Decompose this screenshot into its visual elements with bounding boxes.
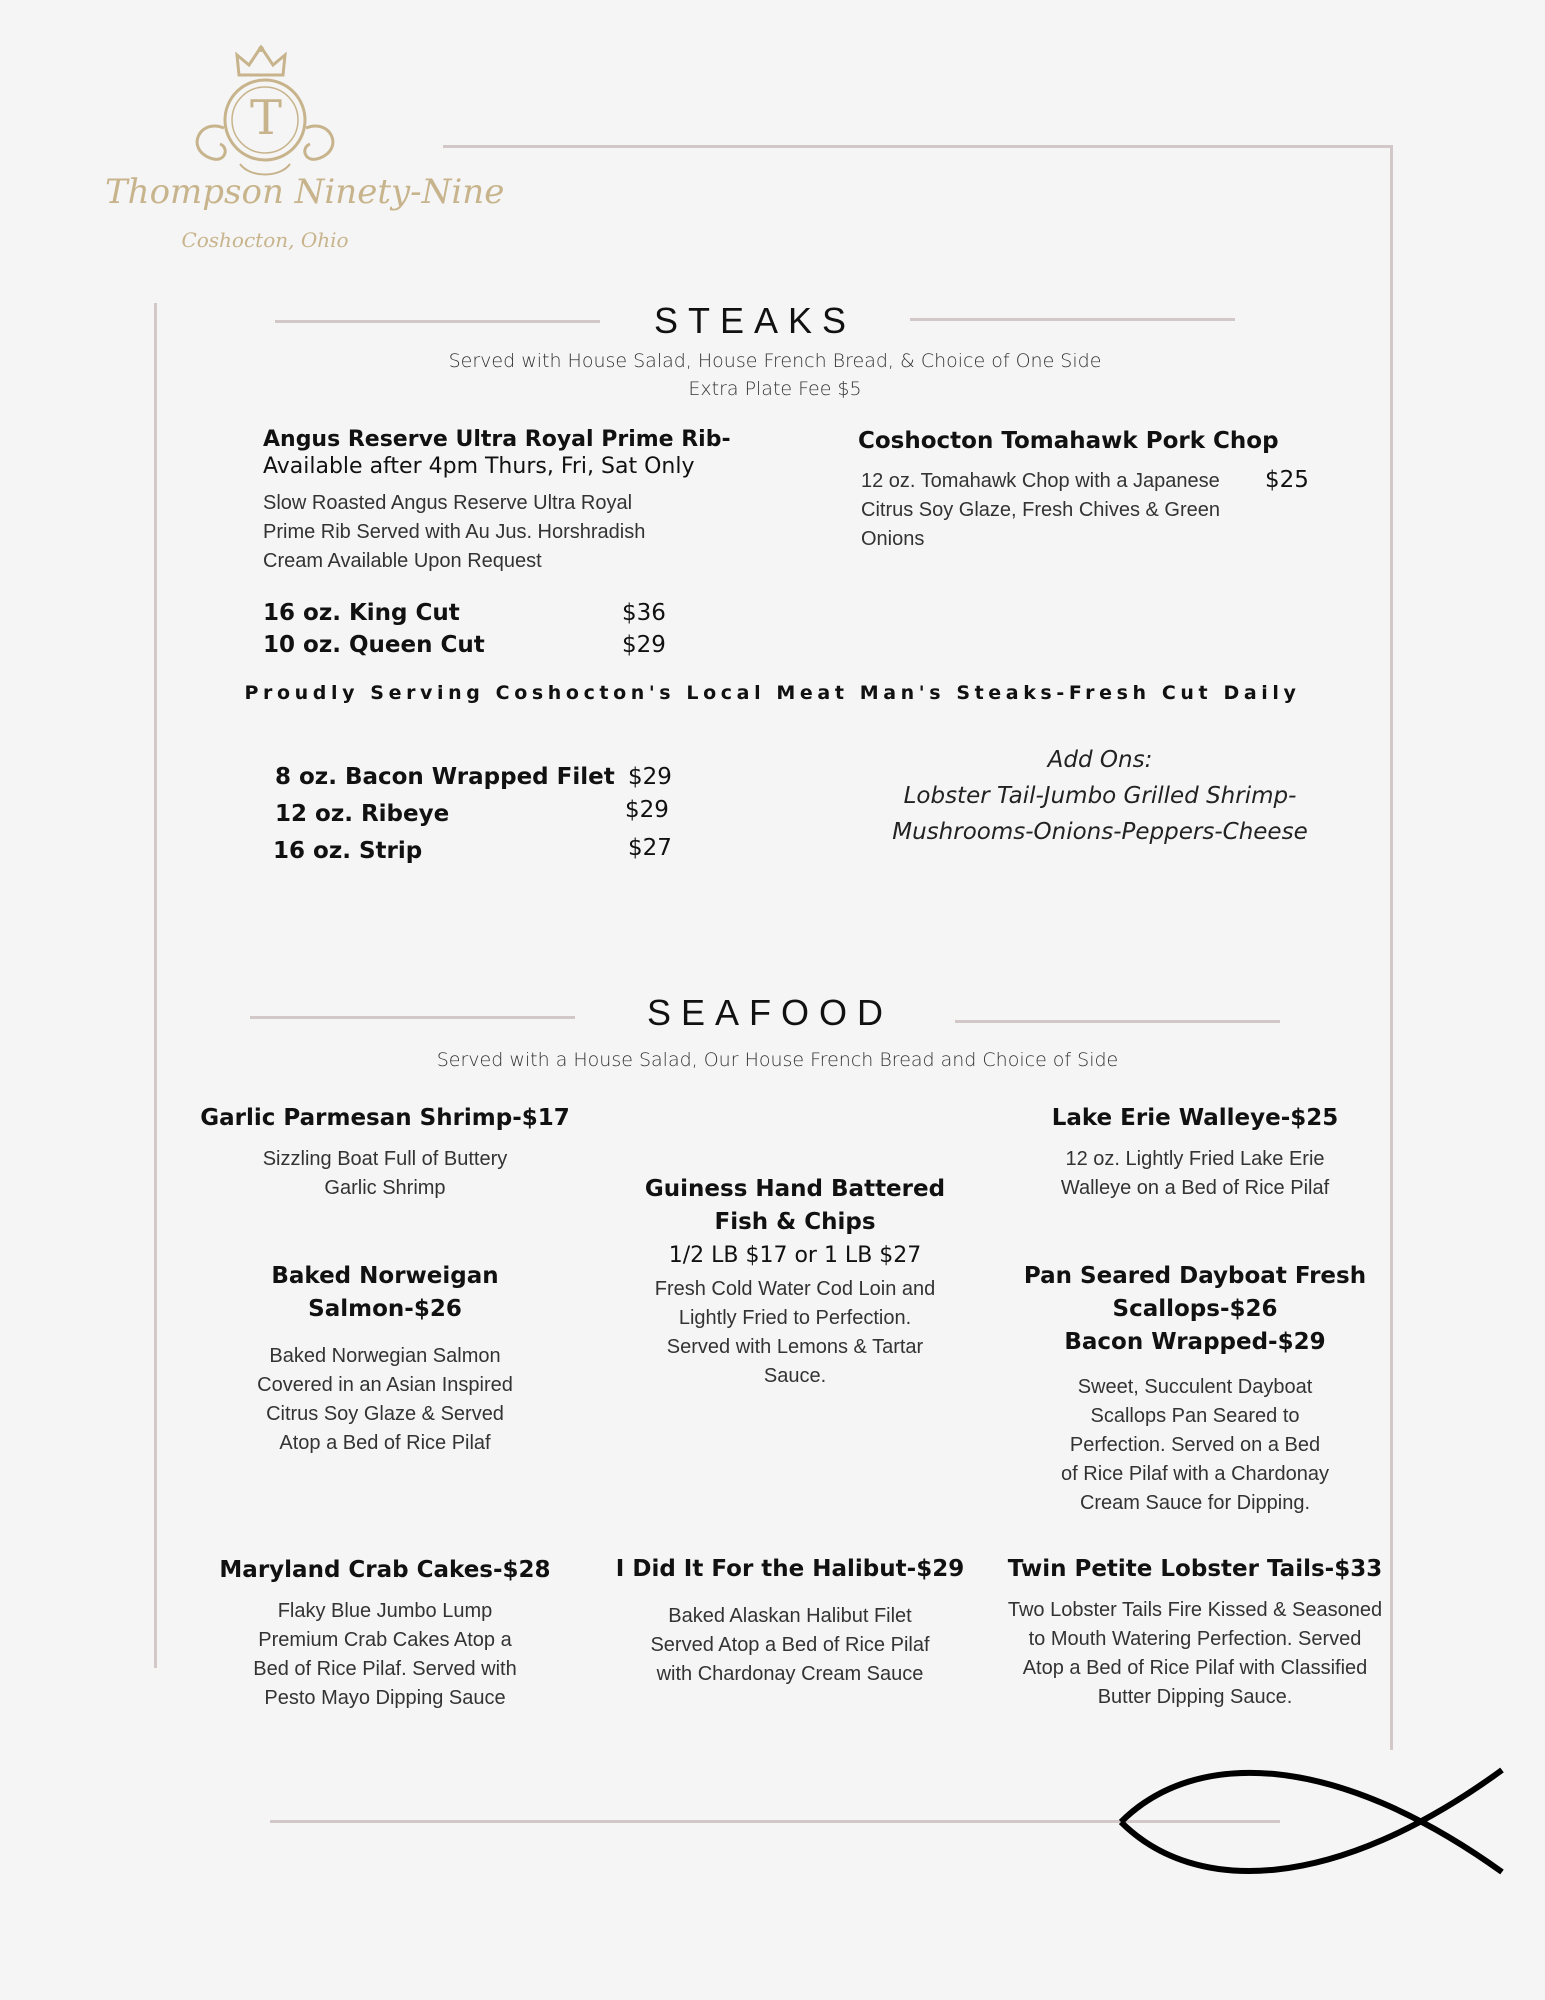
desc-line: Cream Available Upon Request: [263, 550, 542, 572]
crown-icon: [235, 45, 287, 79]
item-title: Garlic Parmesan Shrimp-$17: [200, 1105, 570, 1131]
seafood-item-crab-cakes: [190, 1557, 580, 1713]
seafood-item-fish-chips: [610, 1173, 980, 1391]
desc-line: Lightly Fried to Perfection.: [678, 1307, 912, 1329]
queen-cut-name: 10 oz. Queen Cut: [263, 632, 485, 658]
desc-line: Citrus Soy Glaze, Fresh Chives & Green: [861, 499, 1221, 521]
desc-line: Premium Crab Cakes Atop a: [258, 1629, 512, 1651]
addons: [840, 742, 1360, 850]
desc-line: Sizzling Boat Full of Buttery: [262, 1148, 508, 1170]
item-title: Twin Petite Lobster Tails-$33: [1007, 1556, 1383, 1582]
desc-line: Slow Roasted Angus Reserve Ultra Royal: [263, 492, 633, 514]
desc-line: Onions: [861, 528, 925, 550]
desc-line: Sauce.: [763, 1365, 827, 1387]
fish-icon: [1115, 1760, 1505, 1885]
cut-strip-price: $27: [628, 835, 672, 861]
desc-line: Baked Norwegian Salmon: [269, 1345, 501, 1367]
item-desc: [200, 1342, 570, 1458]
desc-line: Sweet, Succulent Dayboat: [1077, 1376, 1313, 1398]
prime-rib-desc: [263, 489, 733, 576]
desc-line: Bed of Rice Pilaf. Served with: [253, 1658, 517, 1680]
seafood-item-halibut: [595, 1556, 985, 1689]
addons-line: Lobster Tail-Jumbo Grilled Shrimp-: [903, 783, 1297, 809]
item-desc: [1010, 1145, 1380, 1203]
seafood-right-rule: [955, 1020, 1280, 1023]
desc-line: with Chardonay Cream Sauce: [656, 1663, 924, 1685]
steaks-left-rule: [275, 320, 600, 323]
desc-line: Fresh Cold Water Cod Loin and: [654, 1278, 936, 1300]
item-desc: [1000, 1373, 1390, 1518]
logo: [100, 40, 505, 260]
king-cut-name: 16 oz. King Cut: [263, 600, 460, 626]
desc-line: Two Lobster Tails Fire Kissed & Seasoned: [1007, 1599, 1383, 1621]
steaks-title: STEAKS: [653, 300, 857, 341]
frame-left-rule: [154, 303, 157, 1668]
desc-line: Covered in an Asian Inspired: [257, 1374, 513, 1396]
desc-line: Walleye on a Bed of Rice Pilaf: [1060, 1177, 1330, 1199]
desc-line: Perfection. Served on a Bed: [1069, 1434, 1321, 1456]
desc-line: 12 oz. Lightly Fried Lake Erie: [1065, 1148, 1325, 1170]
item-desc: [610, 1275, 980, 1391]
desc-line: Pesto Mayo Dipping Sauce: [264, 1687, 506, 1709]
seafood-item-scallops: [1000, 1260, 1390, 1518]
steaks-extra-fee: Extra Plate Fee $5: [688, 378, 862, 400]
seafood-title: SEAFOOD: [646, 992, 894, 1033]
seafood-item-walleye: [1010, 1105, 1380, 1203]
item-desc: [985, 1596, 1405, 1712]
desc-line: Cream Sauce for Dipping.: [1079, 1492, 1311, 1514]
prime-rib-availability: Available after 4pm Thurs, Fri, Sat Only: [263, 454, 695, 479]
pork-chop-name: Coshocton Tomahawk Pork Chop: [858, 428, 1279, 454]
seafood-subtitle: Served with a House Salad, Our House French Bread and Choice of Side: [436, 1049, 1119, 1071]
seafood-item-lobster-tails: [985, 1556, 1405, 1712]
desc-line: Citrus Soy Glaze & Served: [266, 1403, 504, 1425]
item-desc: [175, 1145, 595, 1203]
addons-line: Mushrooms-Onions-Peppers-Cheese: [892, 819, 1308, 845]
desc-line: of Rice Pilaf with a Chardonay: [1061, 1463, 1329, 1485]
addons-heading: Add Ons:: [1047, 747, 1153, 773]
desc-line: Baked Alaskan Halibut Filet: [668, 1605, 912, 1627]
desc-line: Garlic Shrimp: [324, 1177, 446, 1199]
desc-line: Scallops Pan Seared to: [1090, 1405, 1300, 1427]
seafood-item-shrimp: [175, 1105, 595, 1203]
steaks-right-rule: [910, 318, 1235, 321]
prime-rib: [263, 427, 733, 576]
item-title: Maryland Crab Cakes-$28: [219, 1557, 551, 1583]
queen-cut-price: $29: [622, 632, 666, 658]
logo-name: Thompson Ninety-Nine: [105, 172, 505, 212]
cut-ribeye-price: $29: [625, 797, 669, 823]
item-title: I Did It For the Halibut-$29: [615, 1556, 965, 1582]
cut-filet-name: 8 oz. Bacon Wrapped Filet: [275, 764, 615, 790]
desc-line: to Mouth Watering Perfection. Served: [1028, 1628, 1362, 1650]
item-title: Fish & Chips: [714, 1209, 876, 1235]
item-title: Salmon-$26: [308, 1296, 462, 1322]
item-desc: [595, 1602, 985, 1689]
logo-location: Coshocton, Ohio: [181, 228, 349, 252]
item-title: Baked Norweigan: [271, 1263, 499, 1289]
item-title: Scallops-$26: [1112, 1296, 1278, 1322]
steaks-subtitle: Served with House Salad, House French Bread, & Choice of One Side: [448, 350, 1102, 372]
item-price-options: 1/2 LB $17 or 1 LB $27: [668, 1243, 922, 1268]
item-title: Guiness Hand Battered: [644, 1176, 946, 1202]
desc-line: Served with Lemons & Tartar: [666, 1336, 924, 1358]
desc-line: Prime Rib Served with Au Jus. Horshradish: [263, 521, 646, 543]
cut-strip-name: 16 oz. Strip: [273, 838, 423, 864]
desc-line: Atop a Bed of Rice Pilaf with Classified: [1022, 1657, 1368, 1679]
pork-chop-price: $25: [1265, 467, 1309, 493]
desc-line: Served Atop a Bed of Rice Pilaf: [650, 1634, 930, 1656]
frame-top-rule: [443, 145, 1393, 148]
cut-ribeye-name: 12 oz. Ribeye: [275, 801, 450, 827]
pork-chop-desc: [861, 467, 1241, 554]
item-title: Bacon Wrapped-$29: [1064, 1329, 1326, 1355]
desc-line: Atop a Bed of Rice Pilaf: [279, 1432, 491, 1454]
desc-line: Flaky Blue Jumbo Lump: [277, 1600, 493, 1622]
prime-rib-name: Angus Reserve Ultra Royal Prime Rib-: [263, 427, 731, 452]
steaks-tagline: Proudly Serving Coshocton's Local Meat Man's Steaks-Fresh Cut Daily: [244, 682, 1301, 704]
seafood-item-salmon: [200, 1260, 570, 1458]
frame-right-rule: [1390, 145, 1393, 1750]
king-cut-price: $36: [622, 600, 666, 626]
item-desc: [190, 1597, 580, 1713]
desc-line: Butter Dipping Sauce.: [1097, 1686, 1293, 1708]
logo-initial: T: [250, 90, 283, 146]
cut-filet-price: $29: [628, 764, 672, 790]
item-title: Lake Erie Walleye-$25: [1051, 1105, 1339, 1131]
item-title: Pan Seared Dayboat Fresh: [1023, 1263, 1367, 1289]
seafood-left-rule: [250, 1016, 575, 1019]
desc-line: 12 oz. Tomahawk Chop with a Japanese: [861, 470, 1220, 492]
